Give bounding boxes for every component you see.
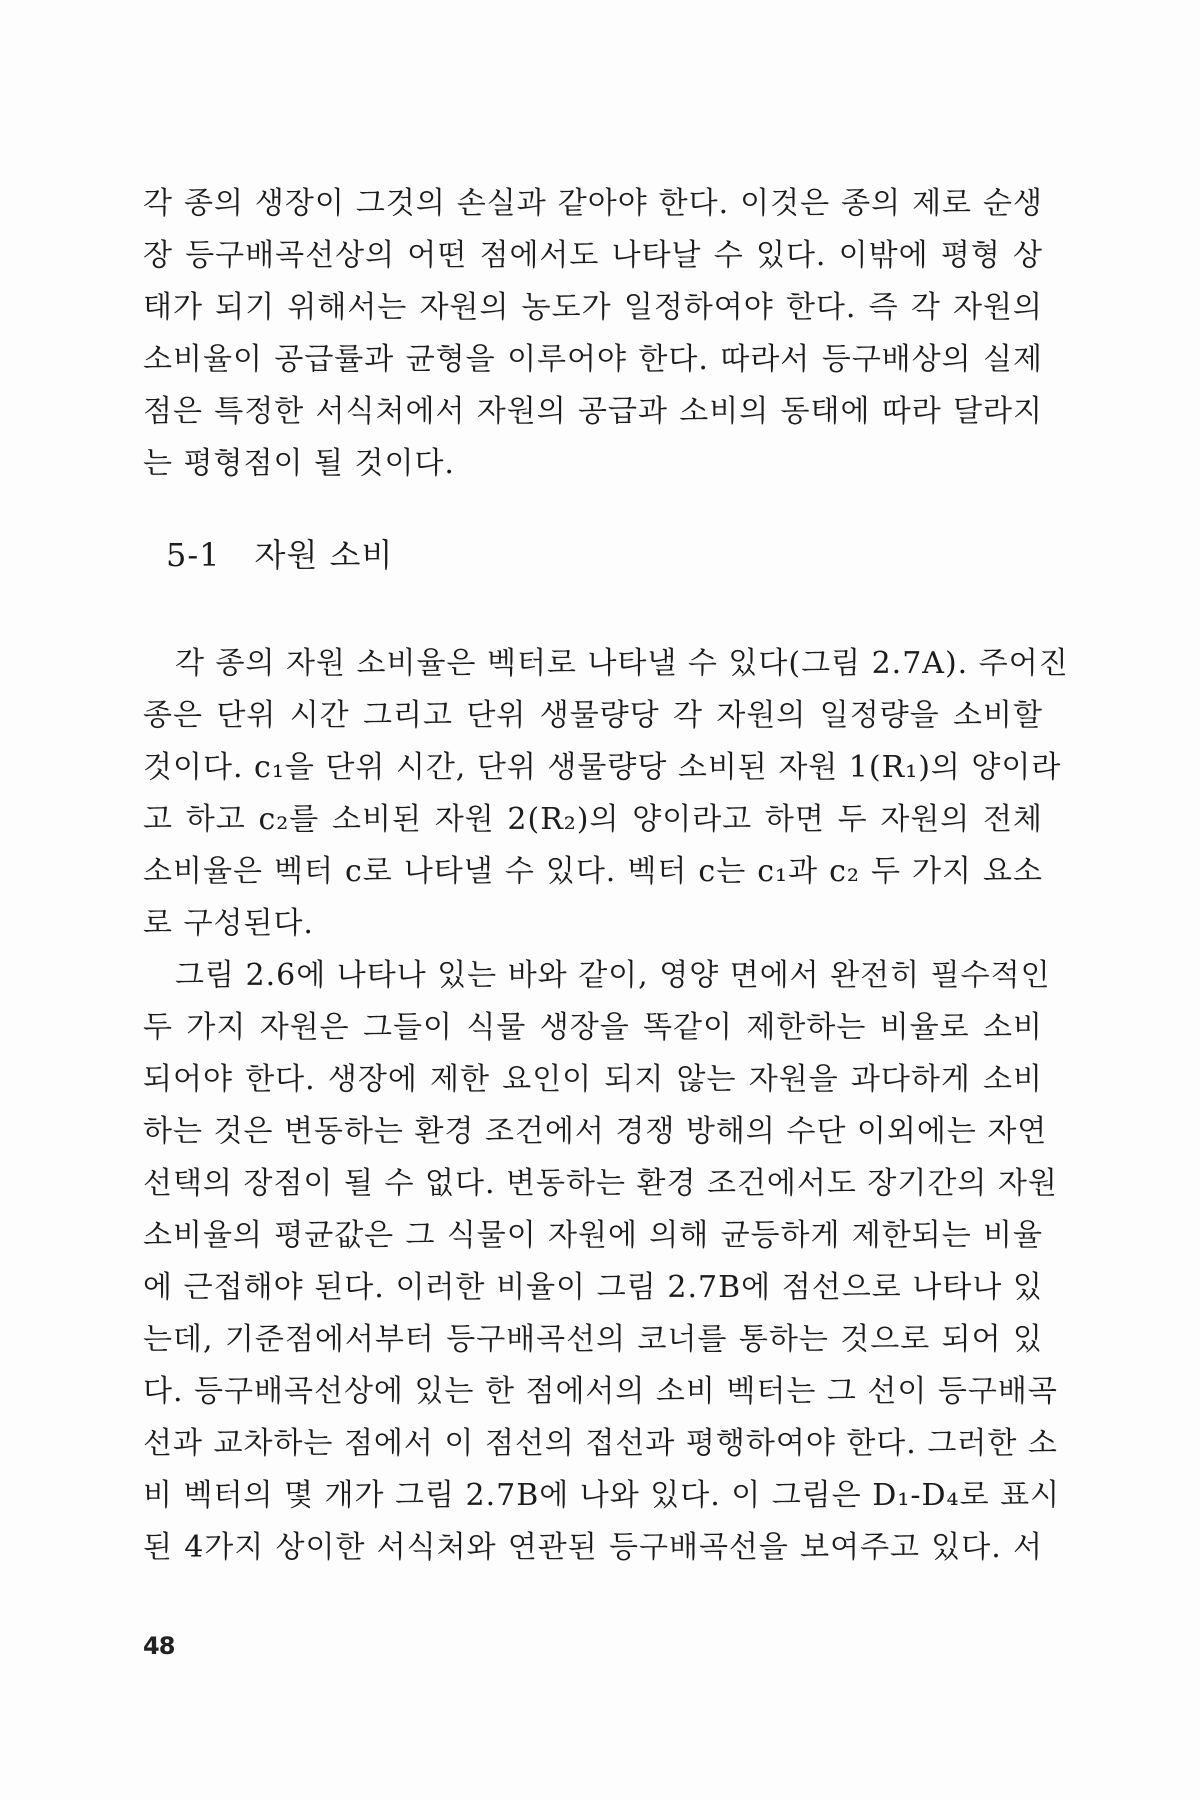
text-line: 소비율은 벡터 c로 나타낼 수 있다. 벡터 c는 c₁과 c₂ 두 가지 요소 xyxy=(143,854,1043,889)
text-line: 하는 것은 변동하는 환경 조건에서 경쟁 방해의 수단 이외에는 자연 xyxy=(143,1114,1048,1149)
text-line: 그림 2.6에 나타나 있는 바와 같이, 영양 면에서 완전히 필수적인 xyxy=(175,958,1051,993)
text-line: 고 하고 c₂를 소비된 자원 2(R₂)의 양이라고 하면 두 자원의 전체 xyxy=(143,802,1043,837)
text-line: 다. 등구배곡선상에 있는 한 점에서의 소비 벡터는 그 선이 등구배곡 xyxy=(143,1374,1058,1409)
text-line: 선택의 장점이 될 수 없다. 변동하는 환경 조건에서도 장기간의 자원 xyxy=(143,1166,1058,1201)
paragraph-essential-resources xyxy=(143,950,1061,1574)
text-line: 는데, 기준점에서부터 등구배곡선의 코너를 통하는 것으로 되어 있 xyxy=(143,1322,1043,1357)
text-line: 비 벡터의 몇 개가 그림 2.7B에 나와 있다. 이 그림은 D₁-D₄로 표시 xyxy=(143,1478,1061,1513)
text-line: 선과 교차하는 점에서 이 점선의 접선과 평행하여야 한다. 그러한 소 xyxy=(143,1426,1058,1461)
text-line: 는 평형점이 될 것이다. xyxy=(143,446,455,481)
text-line: 점은 특정한 서식처에서 자원의 공급과 소비의 동태에 따라 달라지 xyxy=(143,394,1043,429)
text-line: 것이다. c₁을 단위 시간, 단위 생물량당 소비된 자원 1(R₁)의 양이라 xyxy=(143,750,1062,785)
text-line: 된 4가지 상이한 서식처와 연관된 등구배곡선을 보여주고 있다. 서 xyxy=(143,1530,1043,1565)
intro-paragraph xyxy=(143,178,1043,490)
section-heading xyxy=(166,530,393,576)
body-text xyxy=(143,638,1069,1574)
text-line: 태가 되기 위해서는 자원의 농도가 일정하여야 한다. 즉 각 자원의 xyxy=(143,290,1043,325)
text-line: 되어야 한다. 생장에 제한 요인이 되지 않는 자원을 과다하게 소비 xyxy=(143,1062,1043,1097)
text-line: 각 종의 자원 소비율은 벡터로 나타낼 수 있다(그림 2.7A). 주어진 xyxy=(175,646,1069,681)
text-line: 종은 단위 시간 그리고 단위 생물량당 각 자원의 일정량을 소비할 xyxy=(143,698,1043,733)
section-title: 자원 소비 xyxy=(254,536,394,574)
text-line: 소비율의 평균값은 그 식물이 자원에 의해 균등하게 제한되는 비율 xyxy=(143,1218,1043,1253)
text-line: 에 근접해야 된다. 이러한 비율이 그림 2.7B에 점선으로 나타나 있 xyxy=(143,1270,1043,1305)
text-line: 소비율이 공급률과 균형을 이루어야 한다. 따라서 등구배상의 실제 xyxy=(143,342,1043,377)
text-line: 두 가지 자원은 그들이 식물 생장을 똑같이 제한하는 비율로 소비 xyxy=(143,1010,1043,1045)
text-line: 장 등구배곡선상의 어떤 점에서도 나타날 수 있다. 이밖에 평형 상 xyxy=(143,238,1043,273)
text-line: 각 종의 생장이 그것의 손실과 같아야 한다. 이것은 종의 제로 순생 xyxy=(143,186,1043,221)
paragraph-resource-consumption-vector xyxy=(143,638,1069,950)
section-number: 5-1 xyxy=(166,536,221,574)
text-line: 로 구성된다. xyxy=(143,906,314,941)
page-number: 48 xyxy=(143,1632,175,1660)
